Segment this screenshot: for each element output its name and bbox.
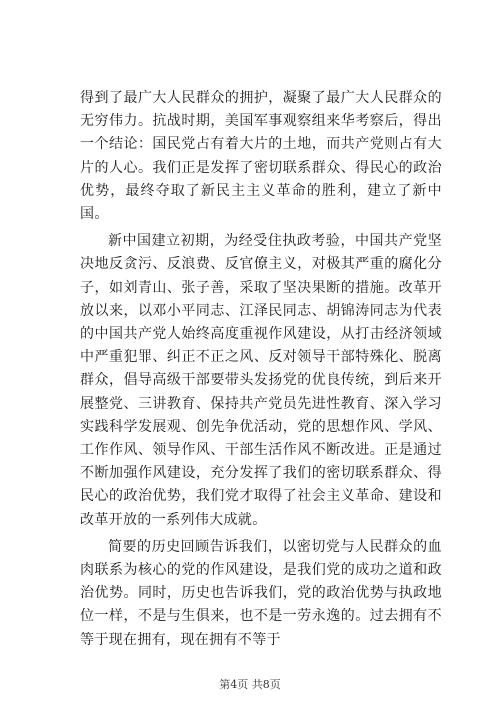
page-number-footer: 第4页 共8页 [219, 678, 281, 691]
paragraph-history-review: 简要的历史回顾告诉我们，以密切党与人民群众的血肉联系为核心的党的作风建设，是我们党的成功之道和政治优势。同时，历史也告诉我们，党的政治优势与执政地位一样，不是与生俱来，也不是一劳永逸的。过去拥有不等于现在拥有，现在拥有不等于 [80, 538, 442, 648]
document-body [80, 87, 442, 652]
paragraph-new-china: 新中国建立初期，为经受住执政考验，中国共产党坚决地反贪污、反浪费、反官僚主义，对极其严重的腐化分子，如刘青山、张子善，采取了坚决果断的措施。改革开放以来，以邓小平同志、江泽民同志、胡锦涛同志为代表的中国共产党人始终高度重视作风建设，从打击经济领域中严重犯罪、纠正不正之风、反对领导干部特殊化、脱离群众，倡导高级干部要带头发扬党的优良传统，到后来开展整党、三讲教育、保持共产党员先进性教育、深入学习实践科学发展观、创先争优活动，党的思想作风、学风、工作作风、领导作风、干部生活作风不断改进。正是通过不断加强作风建设，充分发挥了我们的密切联系群众、得民心的政治优势，我们党才取得了社会主义革命、建设和改革开放的一系列伟大成就。 [80, 233, 442, 528]
paragraph-continuation: 得到了最广大人民群众的拥护，凝聚了最广大人民群众的无穷伟力。抗战时期，美国军事观察组来华考察后，得出一个结论：国民党占有着大片的土地，而共产党则占有大片的人心。我们正是发挥了密切联系群众、得民心的政治优势，最终夺取了新民主主义革命的胜利，建立了新中国。 [80, 90, 442, 223]
